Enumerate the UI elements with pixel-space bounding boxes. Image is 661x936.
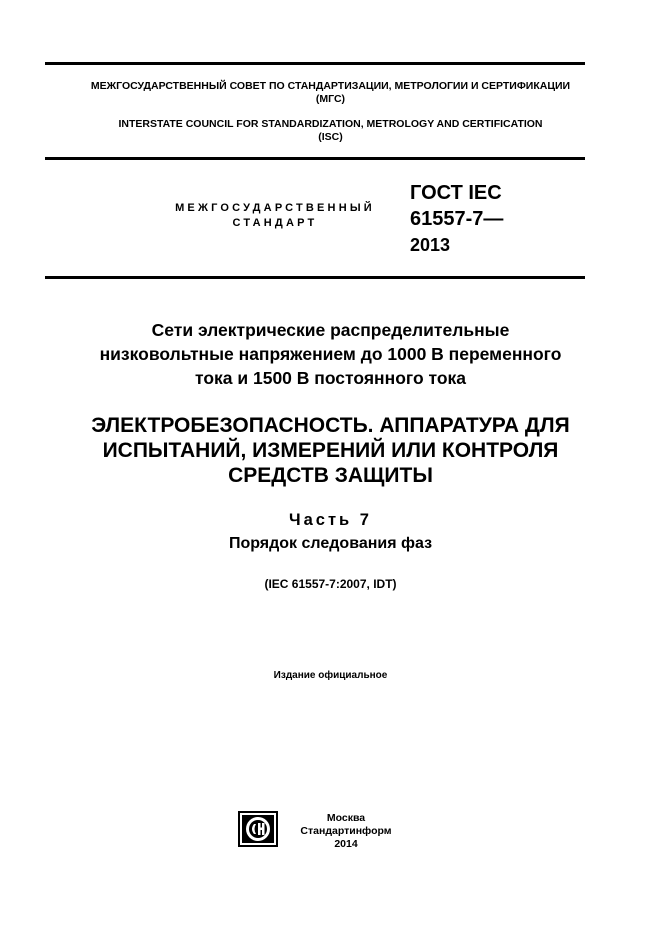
part-number: Часть 7 — [289, 511, 372, 529]
publisher-name: Стандартинформ — [300, 825, 392, 837]
edition-label: Издание официальное — [273, 670, 388, 681]
publisher-city: Москва — [326, 812, 366, 824]
iec-reference: (IEC 61557-7:2007, IDT) — [264, 577, 397, 591]
standard-type-line1: МЕЖГОСУДАРСТВЕННЫЙ — [175, 202, 375, 214]
top-rule — [45, 62, 585, 65]
designation-rule — [45, 276, 585, 279]
standard-number-line1: ГОСТ IEC — [410, 182, 502, 204]
council-en-abbr: (ISC) — [318, 131, 343, 143]
main-title-line1: ЭЛЕКТРОБЕЗОПАСНОСТЬ. АППАРАТУРА ДЛЯ — [91, 414, 570, 437]
standartinform-logo-icon — [238, 811, 278, 847]
publisher-year: 2014 — [334, 838, 358, 850]
main-title-line2: ИСПЫТАНИЙ, ИЗМЕРЕНИЙ ИЛИ КОНТРОЛЯ — [102, 439, 559, 462]
header-rule — [45, 157, 585, 160]
standard-type-line2: СТАНДАРТ — [232, 217, 318, 229]
title-line3: тока и 1500 В постоянного тока — [194, 368, 467, 388]
standard-number-line3: 2013 — [410, 235, 451, 255]
title-line1: Сети электрические распределительные — [151, 320, 510, 340]
council-en: INTERSTATE COUNCIL FOR STANDARDIZATION, METROLOGY AND CERTIFICATION — [118, 118, 543, 130]
council-ru: МЕЖГОСУДАРСТВЕННЫЙ СОВЕТ ПО СТАНДАРТИЗАЦИИ, МЕТРОЛОГИИ И СЕРТИФИКАЦИИ — [90, 80, 571, 92]
council-ru-abbr: (МГС) — [315, 93, 346, 105]
part-subtitle: Порядок следования фаз — [228, 535, 433, 552]
title-line2: низковольтные напряжением до 1000 В переменного — [99, 344, 562, 364]
standard-number-line2: 61557-7— — [410, 208, 504, 230]
main-title-line3: СРЕДСТВ ЗАЩИТЫ — [228, 464, 433, 487]
